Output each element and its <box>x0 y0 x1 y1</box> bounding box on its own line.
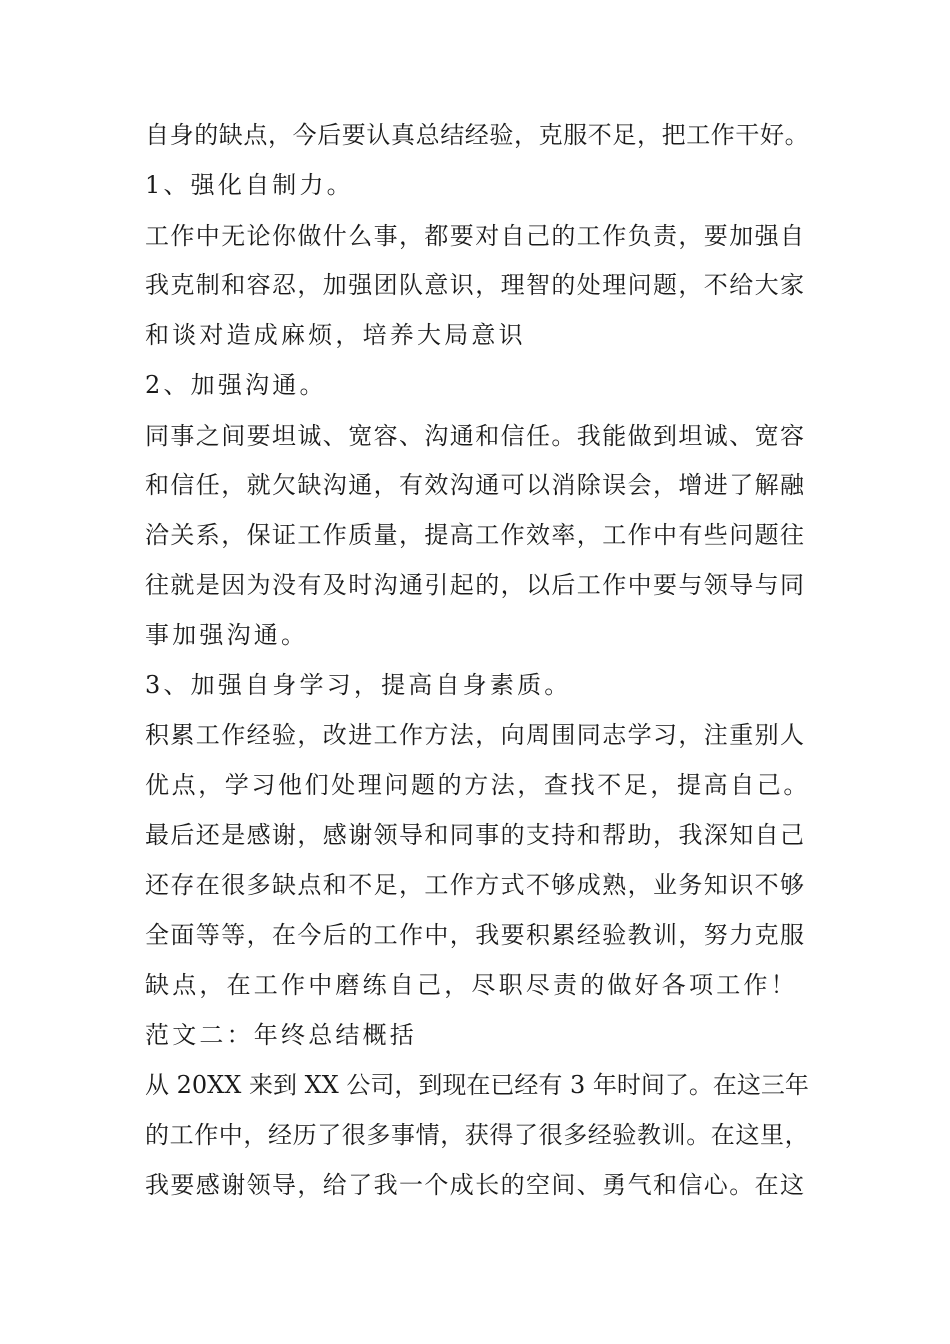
text-line: 还存在很多缺点和不足，工作方式不够成熟，业务知识不够 <box>145 871 806 899</box>
text-line: 优点，学习他们处理问题的方法，查找不足，提高自己。 <box>145 771 810 799</box>
text-line: 我克制和容忍，加强团队意识，理智的处理问题，不给大家 <box>145 271 806 299</box>
text-line: 积累工作经验，改进工作方法，向周围同志学习，注重别人 <box>145 721 806 749</box>
text-line: 从 20XX 来到 XX 公司，到现在已经有 3 年时间了。在这三年 <box>145 1071 809 1099</box>
text-line: 缺点，在工作中磨练自己，尽职尽责的做好各项工作！ <box>145 971 798 999</box>
text-line: 自身的缺点，今后要认真总结经验，克服不足，把工作干好。 <box>145 121 810 149</box>
text-line: 我要感谢领导，给了我一个成长的空间、勇气和信心。在这 <box>145 1171 806 1199</box>
section-heading: 1、强化自制力。 <box>145 171 354 199</box>
text-line: 往就是因为没有及时沟通引起的，以后工作中要与领导与同 <box>145 571 806 599</box>
text-line: 和信任，就欠缺沟通，有效沟通可以消除误会，增进了解融 <box>145 471 806 499</box>
section-heading: 3、加强自身学习，提高自身素质。 <box>145 671 572 699</box>
text-line: 的工作中，经历了很多事情，获得了很多经验教训。在这里， <box>145 1121 810 1149</box>
text-line: 最后还是感谢，感谢领导和同事的支持和帮助，我深知自己 <box>145 821 806 849</box>
text-line: 和谈对造成麻烦，培养大局意识 <box>145 321 526 349</box>
text-line: 工作中无论你做什么事，都要对自己的工作负责，要加强自 <box>145 222 806 250</box>
text-line: 同事之间要坦诚、宽容、沟通和信任。我能做到坦诚、宽容 <box>145 422 806 450</box>
section-heading: 范文二：年终总结概括 <box>145 1021 417 1049</box>
text-line: 全面等等，在今后的工作中，我要积累经验教训，努力克服 <box>145 921 806 949</box>
text-line: 洽关系，保证工作质量，提高工作效率，工作中有些问题往 <box>145 521 806 549</box>
text-line: 事加强沟通。 <box>145 621 309 649</box>
section-heading: 2、加强沟通。 <box>145 371 327 399</box>
